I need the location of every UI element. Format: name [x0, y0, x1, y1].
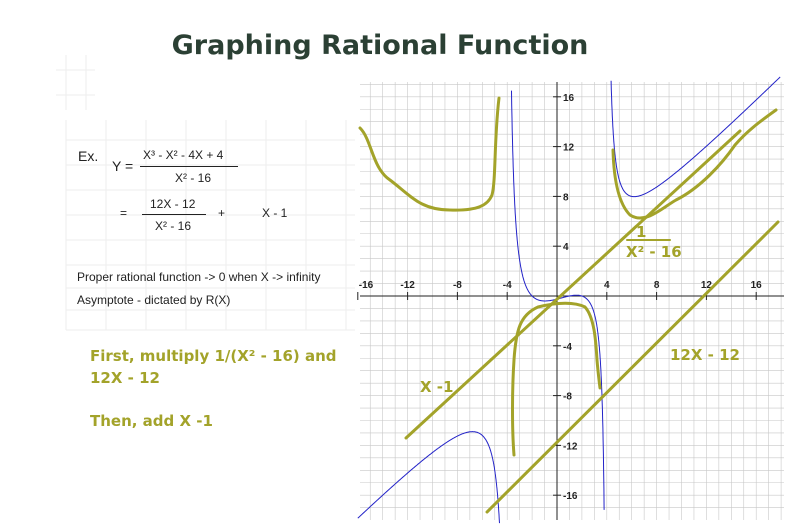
x-tick-label-12: 12: [700, 280, 712, 291]
annotation-12x-minus-12: 12X - 12: [670, 346, 740, 364]
annotation-fraction-numerator: 1: [636, 223, 647, 241]
note-proper-rational: Proper rational function -> 0 when X -> infinity: [77, 270, 321, 284]
equals-2: =: [120, 206, 128, 220]
instruction-multiply-term: 12X - 12: [90, 369, 160, 387]
sketch-left-top: [360, 98, 499, 210]
note-asymptote: Asymptote - dictated by R(X): [77, 293, 231, 307]
x-tick-label-neg4: -4: [502, 280, 512, 291]
denominator-1: X² - 16: [175, 171, 212, 185]
y-tick-label-8: 8: [563, 192, 569, 204]
y-tick-label-4: 4: [563, 242, 569, 254]
linear-term: X - 1: [262, 206, 288, 220]
y-tick-label-neg12: -12: [563, 441, 578, 453]
instruction-multiply: First, multiply 1/(X² - 16) and: [90, 347, 337, 365]
annotation-x-minus-1: X -1: [420, 378, 454, 396]
x-tick-label-4: 4: [604, 280, 610, 291]
y-tick-label-16: 16: [563, 92, 575, 104]
y-tick-label-neg8: -8: [563, 391, 572, 403]
example-label: Ex.: [78, 148, 99, 164]
curve-right-branch: [611, 77, 780, 197]
annotation-fraction-denominator: X² - 16: [626, 243, 682, 261]
x-tick-label-8: 8: [653, 280, 660, 291]
y-equals: Y =: [112, 158, 134, 174]
line-12x-minus-12: [487, 222, 778, 512]
page-title: Graphing Rational Function: [171, 30, 589, 61]
instruction-add: Then, add X -1: [90, 412, 213, 430]
y-tick-label-neg4: -4: [563, 341, 572, 353]
x-tick-label-neg12: -12: [400, 280, 415, 291]
plus-sign: +: [218, 206, 226, 220]
denominator-2: X² - 16: [155, 219, 192, 233]
x-tick-label-neg8: -8: [452, 280, 462, 291]
numerator-2: 12X - 12: [150, 197, 196, 211]
sketch-right-top: [613, 110, 776, 218]
x-tick-label-neg16: -16: [358, 280, 374, 291]
y-tick-label-neg16: -16: [563, 491, 578, 503]
numerator-1: X³ - X² - 4X + 4: [143, 148, 224, 162]
y-tick-label-12: 12: [563, 142, 575, 154]
x-tick-label-16: 16: [750, 280, 762, 291]
